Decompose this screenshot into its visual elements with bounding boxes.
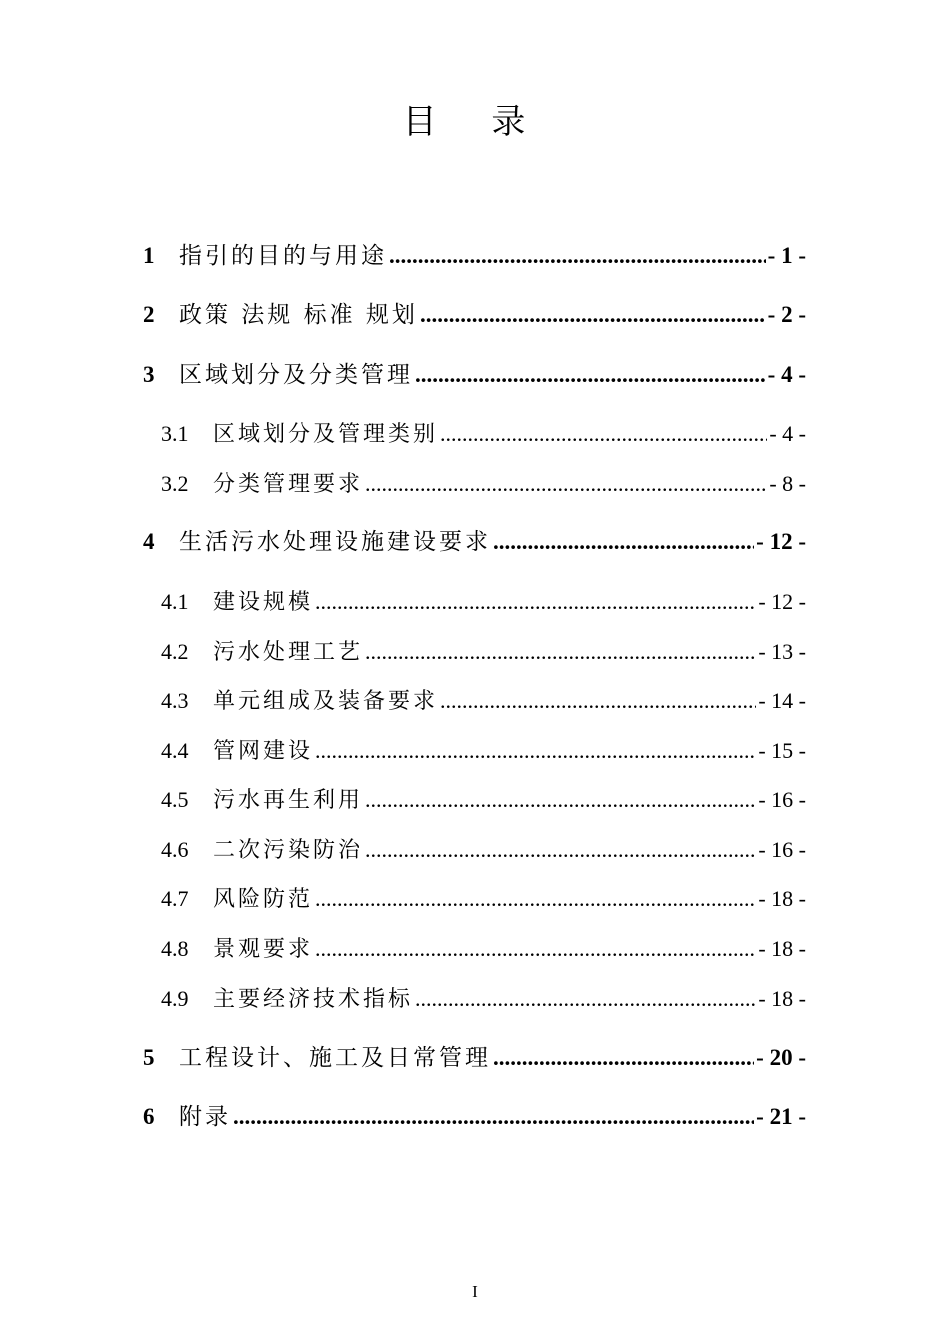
page-number-footer: I — [472, 1282, 478, 1301]
toc-entry-page: - 13 - — [758, 639, 806, 664]
toc-entry-number: 4.6 — [161, 837, 189, 862]
toc-dot-leader — [440, 417, 767, 451]
toc-entry-label: 区域划分及管理类别 — [213, 422, 439, 447]
toc-entry-4-2[interactable] — [161, 635, 806, 669]
toc-entry-label: 管网建设 — [213, 739, 314, 764]
toc-entry-page: - 16 - — [758, 787, 806, 812]
toc-entry-page: - 4 - — [769, 421, 806, 446]
toc-dot-leader — [415, 982, 756, 1016]
toc-entry-4-4[interactable] — [161, 734, 806, 768]
toc-entry-number: 4.7 — [161, 886, 189, 911]
toc-entry-1[interactable] — [143, 239, 806, 273]
toc-dot-leader — [365, 635, 756, 669]
toc-entry-number: 4.8 — [161, 936, 189, 961]
toc-entry-4-1[interactable] — [161, 585, 806, 619]
toc-entry-number: 4.9 — [161, 986, 189, 1011]
toc-entry-4-3[interactable] — [161, 684, 806, 718]
toc-entry-label: 二次污染防治 — [213, 838, 364, 863]
toc-dot-leader — [315, 734, 756, 768]
toc-entry-label: 单元组成及装备要求 — [213, 689, 439, 714]
toc-entry-label: 指引的目的与用途 — [179, 243, 387, 269]
toc-dot-leader — [415, 358, 766, 392]
toc-entry-page: - 14 - — [758, 688, 806, 713]
toc-entry-page: - 2 - — [767, 302, 806, 327]
toc-dot-leader — [493, 1041, 754, 1075]
toc-dot-leader — [440, 684, 756, 718]
toc-entry-label: 风险防范 — [213, 887, 314, 912]
toc-entry-number: 5 — [143, 1045, 155, 1070]
toc-entry-number: 1 — [143, 243, 155, 268]
toc-entry-label: 附录 — [179, 1104, 231, 1130]
toc-entry-label: 政策 法规 标准 规划 — [179, 302, 418, 328]
toc-entry-page: - 4 - — [767, 362, 806, 387]
toc-dot-leader — [315, 932, 756, 966]
toc-entry-page: - 1 - — [767, 243, 806, 268]
toc-dot-leader — [315, 585, 756, 619]
toc-entry-4-7[interactable] — [161, 882, 806, 916]
toc-entry-4[interactable] — [143, 525, 806, 559]
toc-entry-4-9[interactable] — [161, 982, 806, 1016]
toc-entry-4-5[interactable] — [161, 783, 806, 817]
toc-entry-number: 4.1 — [161, 589, 189, 614]
toc-entry-4-8[interactable] — [161, 932, 806, 966]
toc-entry-label: 分类管理要求 — [213, 472, 364, 497]
toc-dot-leader — [493, 525, 754, 559]
toc-dot-leader — [365, 833, 756, 867]
toc-entry-number: 3.1 — [161, 421, 189, 446]
toc-entry-number: 4 — [143, 529, 155, 554]
toc-entry-number: 4.2 — [161, 639, 189, 664]
toc-entry-label: 工程设计、施工及日常管理 — [179, 1045, 491, 1071]
toc-dot-leader — [365, 467, 767, 501]
toc-dot-leader — [420, 298, 766, 332]
toc-entry-page: - 18 - — [758, 886, 806, 911]
toc-entry-number: 4.3 — [161, 688, 189, 713]
toc-entry-number: 6 — [143, 1104, 155, 1129]
toc-entry-page: - 21 - — [756, 1104, 806, 1129]
toc-entry-page: - 12 - — [758, 589, 806, 614]
toc-entry-page: - 18 - — [758, 986, 806, 1011]
toc-dot-leader — [389, 239, 766, 273]
toc-entry-label: 景观要求 — [213, 937, 314, 962]
toc-dot-leader — [365, 783, 756, 817]
toc-entry-page: - 15 - — [758, 738, 806, 763]
toc-entry-4-6[interactable] — [161, 833, 806, 867]
toc-entry-label: 主要经济技术指标 — [213, 987, 414, 1012]
toc-entry-6[interactable] — [143, 1100, 806, 1134]
toc-entry-number: 3 — [143, 362, 155, 387]
toc-entry-label: 污水处理工艺 — [213, 640, 364, 665]
toc-entry-page: - 16 - — [758, 837, 806, 862]
toc-entry-page: - 20 - — [756, 1045, 806, 1070]
toc-entry-number: 3.2 — [161, 471, 189, 496]
toc-entry-label: 建设规模 — [213, 590, 314, 615]
toc-entry-page: - 18 - — [758, 936, 806, 961]
toc-entry-label: 污水再生利用 — [213, 788, 364, 813]
toc-entry-label: 区域划分及分类管理 — [179, 362, 413, 388]
toc-entry-5[interactable] — [143, 1041, 806, 1075]
toc-entry-3-2[interactable] — [161, 467, 806, 501]
page-title: 目 录 — [402, 102, 548, 142]
toc-entry-number: 4.5 — [161, 787, 189, 812]
toc-dot-leader — [315, 882, 756, 916]
toc-entry-page: - 8 - — [769, 471, 806, 496]
toc-dot-leader — [233, 1100, 754, 1134]
toc-entry-2[interactable] — [143, 298, 806, 332]
toc-entry-label: 生活污水处理设施建设要求 — [179, 529, 491, 555]
toc-entry-number: 2 — [143, 302, 155, 327]
toc-entry-page: - 12 - — [756, 529, 806, 554]
toc-entry-3-1[interactable] — [161, 417, 806, 451]
toc-entry-3[interactable] — [143, 358, 806, 392]
toc-entry-number: 4.4 — [161, 738, 189, 763]
